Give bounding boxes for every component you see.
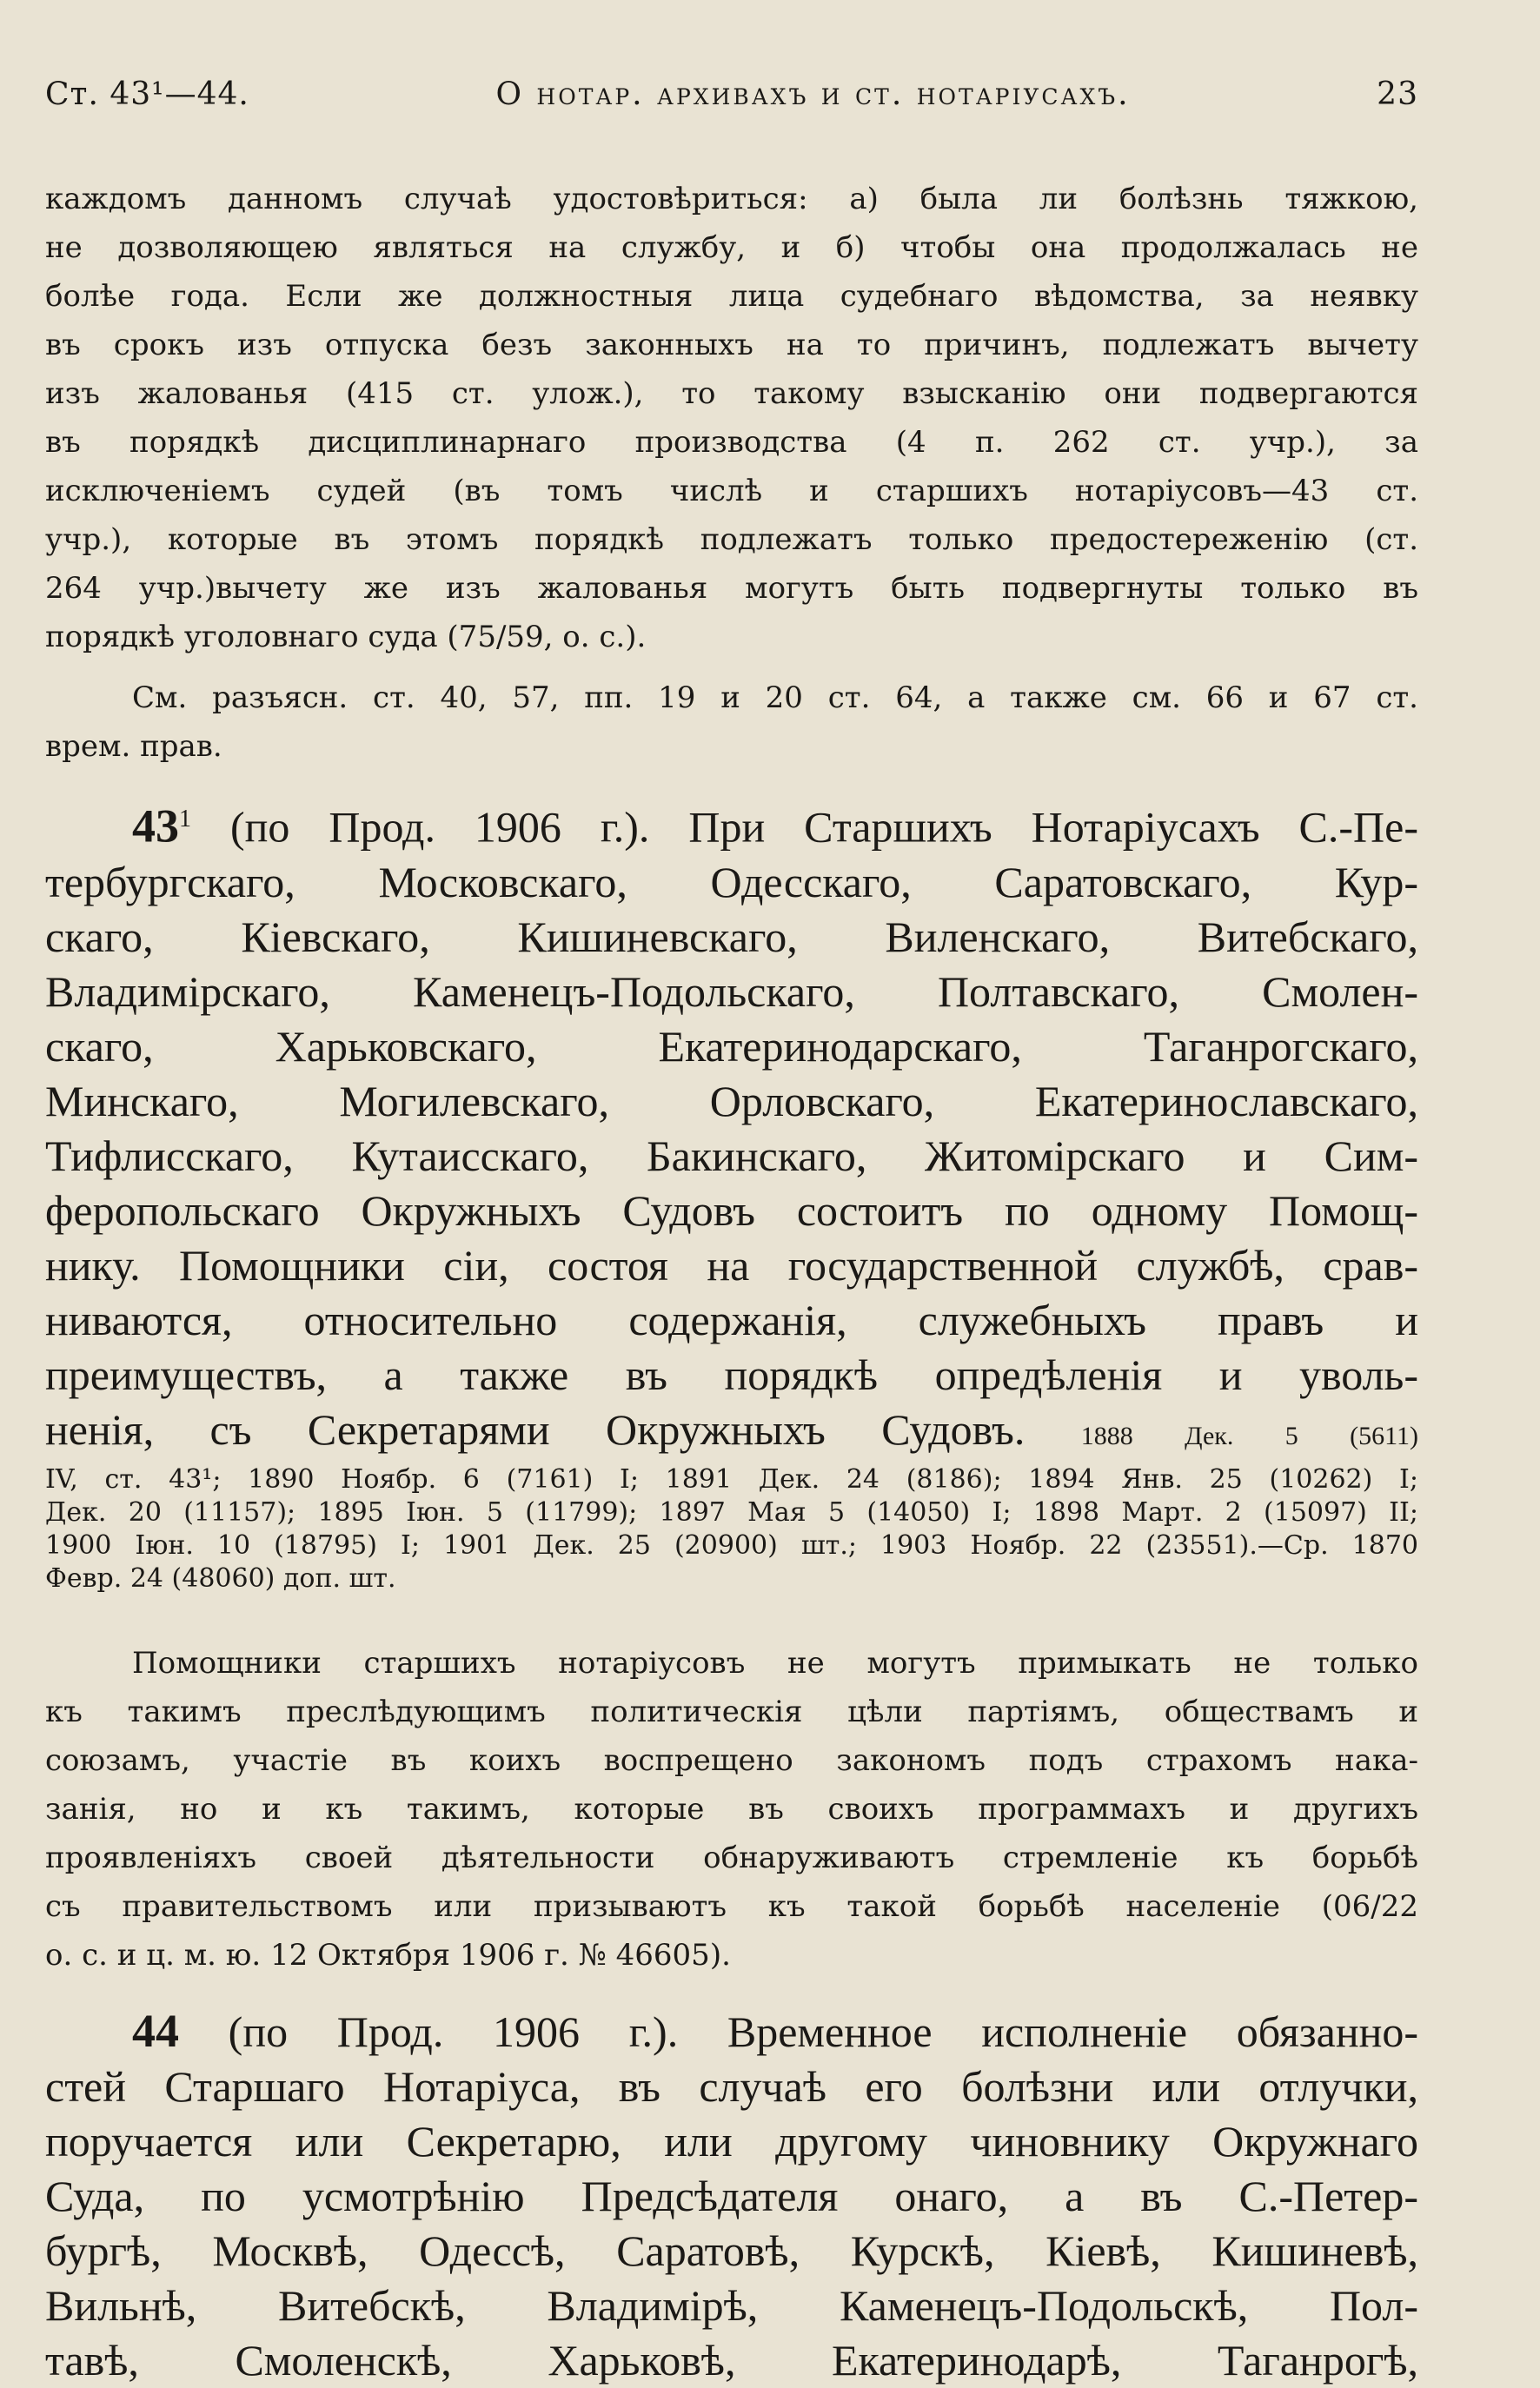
text-line-content: (по Прод. 1906 г.). Временное исполненіе обязанно-	[228, 2007, 1418, 2056]
article-43-1	[45, 792, 1418, 1463]
text-line: тавѣ, Смоленскѣ, Харьковѣ, Екатеринодарѣ, Таганрогѣ,	[45, 2335, 1418, 2385]
text-line	[45, 1403, 1418, 1463]
article-44	[45, 2004, 1418, 2388]
text-line: врем. прав.	[45, 729, 222, 764]
text-line: скаго, Харьковскаго, Екатеринодарскаго, Таганрогскаго,	[45, 1021, 1418, 1071]
article-number: 44	[132, 2004, 179, 2057]
text-line: занія, но и къ такимъ, которые въ своихъ программахъ и другихъ	[45, 1791, 1418, 1827]
text-line: изъ жалованья (415 ст. улож.), то такому взысканію они подвергаются	[45, 376, 1418, 411]
text-line: IV, ст. 43¹; 1890 Ноябр. 6 (7161) I; 1891 Дек. 24 (8186); 1894 Янв. 25 (10262) I;	[45, 1463, 1418, 1495]
text-line: Вильнѣ, Витебскѣ, Владимірѣ, Каменецъ-Подольскѣ, Пол-	[45, 2280, 1418, 2330]
text-line: тербургскаго, Московскаго, Одесскаго, Саратовскаго, Кур-	[45, 857, 1418, 906]
text-line: исключеніемъ судей (въ томъ числѣ и старшихъ нотаріусовъ—43 ст.	[45, 474, 1418, 508]
text-line: поручается или Секретарю, или другому чиновнику Окружнаго	[45, 2116, 1418, 2166]
text-line: Помощники старшихъ нотаріусовъ не могутъ примыкать не только	[132, 1645, 1418, 1681]
text-line: Февр. 24 (48060) доп. шт.	[45, 1562, 396, 1594]
running-header	[45, 76, 1418, 112]
text-line: съ правительствомъ или призываютъ къ такой борьбѣ населеніе (06/22	[45, 1888, 1418, 1924]
text-line: учр.), которые въ этомъ порядкѣ подлежатъ только предостереженію (ст.	[45, 522, 1418, 557]
text-line: скаго, Кіевскаго, Кишиневскаго, Виленскаго, Витебскаго,	[45, 912, 1418, 961]
running-title: О нотар. архивахъ и ст. нотаріусахъ.	[495, 76, 1131, 112]
text-line: каждомъ данномъ случаѣ удостовѣриться: а) была ли болѣзнь тяжкою,	[45, 182, 1418, 216]
text-line-content: (по Прод. 1906 г.). При Старшихъ Нотаріусахъ С.-Пе-	[229, 802, 1419, 852]
text-line: ниваются, относительно содержанія, служебныхъ правъ и	[45, 1295, 1418, 1344]
text-line: болѣе года. Если же должностныя лица судебнаго вѣдомства, за неявку	[45, 279, 1418, 314]
text-line: въ срокъ изъ отпуска безъ законныхъ на то причинъ, подлежатъ вычету	[45, 328, 1418, 362]
article-superscript: 1	[179, 806, 191, 832]
commentary-paragraph	[45, 175, 1418, 661]
text-line: нику. Помощники сіи, состоя на государственной службѣ, срав-	[45, 1240, 1418, 1290]
text-line: о. с. и ц. м. ю. 12 Октября 1906 г. № 46605).	[45, 1937, 731, 1973]
text-line: проявленіяхъ своей дѣятельности обнаруживаютъ стремленіе къ борьбѣ	[45, 1840, 1418, 1875]
text-line	[45, 2004, 1418, 2060]
legislative-history: 1888 Дек. 5 (5611)	[1080, 1421, 1419, 1450]
text-line: союзамъ, участіе въ коихъ воспрещено закономъ подъ страхомъ нака-	[45, 1742, 1418, 1778]
text-line: 264 учр.)вычету же изъ жалованья могутъ быть подвергнуты только въ	[45, 571, 1418, 606]
text-line: Тифлисскаго, Кутаисскаго, Бакинскаго, Житомірскаго и Сим-	[45, 1131, 1418, 1180]
text-line: бургѣ, Москвѣ, Одессѣ, Саратовѣ, Курскѣ, Кіевѣ, Кишиневѣ,	[45, 2225, 1418, 2275]
text-line: Минскаго, Могилевскаго, Орловскаго, Екатеринославскаго,	[45, 1076, 1418, 1125]
text-line: Дек. 20 (11157); 1895 Іюн. 5 (11799); 1897 Мая 5 (14050) I; 1898 Март. 2 (15097) II;	[45, 1496, 1418, 1528]
text-line: Владимірскаго, Каменецъ-Подольскаго, Полтавскаго, Смолен-	[45, 966, 1418, 1016]
text-line: не дозволяющею являться на службу, и б) чтобы она продолжалась не	[45, 230, 1418, 265]
text-line: стей Старшаго Нотаріуса, въ случаѣ его болѣзни или отлучки,	[45, 2061, 1418, 2111]
text-line: въ порядкѣ дисциплинарнаго производства (4 п. 262 ст. учр.), за	[45, 425, 1418, 460]
text-line: преимуществъ, а также въ порядкѣ опредѣленія и уволь-	[45, 1350, 1418, 1399]
article-number: 43	[132, 799, 179, 852]
text-line: 1900 Іюн. 10 (18795) I; 1901 Дек. 25 (20900) шт.; 1903 Ноябр. 22 (23551).—Ср. 1870	[45, 1529, 1418, 1561]
text-line-content: ненія, съ Секретарями Окружныхъ Судовъ.	[45, 1404, 1026, 1454]
article-range: Ст. 43¹—44.	[45, 76, 249, 112]
text-line: къ такимъ преслѣдующимъ политическія цѣли партіямъ, обществамъ и	[45, 1694, 1418, 1729]
explanatory-note	[45, 1639, 1418, 1980]
text-line	[45, 792, 1418, 855]
text-line: феропольскаго Окружныхъ Судовъ состоитъ по одному Помощ-	[45, 1185, 1418, 1235]
text-line: порядкѣ уголовнаго суда (75/59, о. с.).	[45, 620, 647, 654]
text-line: Суда, по усмотрѣнію Предсѣдателя онаго, а въ С.-Петер-	[45, 2171, 1418, 2220]
legislative-history-block	[45, 1463, 1418, 1595]
text-line: См. разъясн. ст. 40, 57, пп. 19 и 20 ст. 64, а также см. 66 и 67 ст.	[132, 680, 1418, 715]
cross-reference	[45, 673, 1418, 771]
page-number: 23	[1377, 76, 1418, 112]
